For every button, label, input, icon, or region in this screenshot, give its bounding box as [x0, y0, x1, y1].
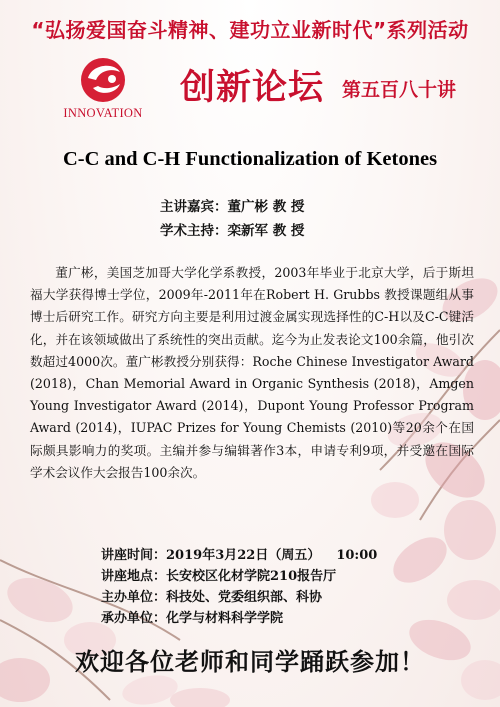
time-clock: 10:00 — [336, 548, 378, 563]
organizer-label: 主办单位： — [101, 590, 167, 605]
forum-title: 创新论坛 — [180, 68, 325, 108]
logo-text: INNOVATION — [63, 106, 143, 120]
undertaker-label: 承办单位： — [101, 611, 167, 626]
speaker-row — [160, 195, 304, 219]
time-row — [101, 545, 377, 566]
undertaker-row — [101, 608, 377, 629]
innovation-emblem-icon — [48, 52, 158, 108]
place-label: 讲座地点： — [101, 569, 167, 584]
time-value: 2019年3月22日（周五） — [166, 548, 321, 563]
roles-block — [160, 195, 304, 243]
time-label: 讲座时间： — [101, 548, 167, 563]
place-row — [101, 566, 377, 587]
host-row — [160, 219, 304, 243]
lecture-number: 第五百八十讲 — [342, 79, 457, 101]
organizer-value: 科技处、党委组织部、科协 — [166, 590, 323, 605]
host-label: 学术主持： — [160, 223, 228, 239]
organizer-row — [101, 587, 377, 608]
speaker-bio: 董广彬，美国芝加哥大学化学系教授，2003年毕业于北京大学，后于斯坦福大学获得博士学位，2009年-2011年在Robert H. Grubbs 教授课题组从事博士后研究工作。研究方向主要是利用过渡金属实现选择性的C-H以及C-C键活化，并在该领域做出了系统性的突出贡献。迄今为止发表论文100余篇，他引次数超过4000次。董广彬教授分别获得：Roche Chinese Investigator Award (2018)，Chan Memorial Award in Organic Synthesis (2018)，Amgen Young Investigator Award (2014)，Dupont Young Professor Program Award (2014)，IUPAC Prizes for Young Chemists (2010)等20余个在国际颇具影响力的奖项。主编并参与编辑著作3本，申请专利9项，并受邀在国际学术会议作大会报告100余次。 — [30, 265, 474, 480]
welcome-message: 欢迎各位老师和同学踊跃参加！ — [75, 648, 425, 676]
host-name: 栾新军 教 授 — [227, 223, 305, 239]
lecture-details — [101, 545, 377, 629]
series-banner: “弘扬爱国奋斗精神、建功立业新时代”系列活动 — [31, 18, 469, 42]
place-value: 长安校区化材学院210报告厅 — [166, 569, 337, 584]
undertaker-value: 化学与材料科学学院 — [166, 611, 284, 626]
speaker-label: 主讲嘉宾： — [160, 199, 228, 215]
innovation-logo — [48, 52, 158, 122]
talk-title: C-C and C-H Functionalization of Ketones — [62, 148, 438, 170]
speaker-name: 董广彬 教 授 — [227, 199, 305, 215]
